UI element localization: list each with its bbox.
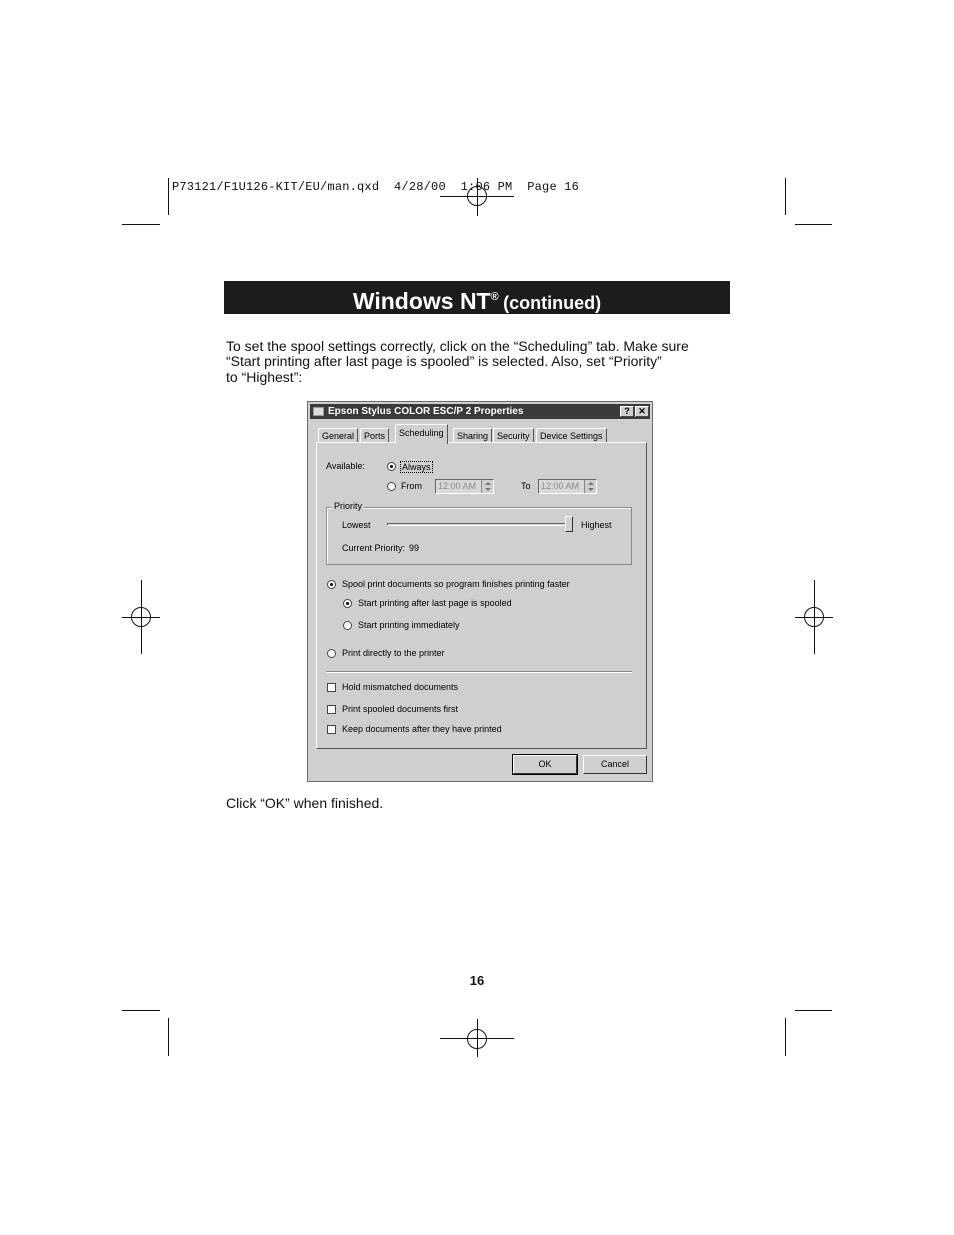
closing-instruction: Click “OK” when finished. [226, 795, 384, 811]
priority-group [326, 507, 632, 565]
lowest-label: Lowest [342, 520, 371, 530]
help-button[interactable]: ? [620, 406, 634, 417]
file-slug: P73121/F1U126-KIT/EU/man.qxd 4/28/00 1:06 PM Page 16 [172, 180, 580, 194]
tab-security[interactable]: Security [493, 428, 534, 443]
highest-label: Highest [581, 520, 612, 530]
registration-mark [814, 580, 815, 654]
cancel-button[interactable]: Cancel [583, 755, 647, 774]
dialog-titlebar[interactable] [310, 404, 650, 419]
keep-checkbox[interactable] [327, 725, 336, 734]
section-banner [224, 281, 730, 314]
immediately-radio[interactable] [343, 621, 352, 630]
from-radio[interactable] [387, 482, 396, 491]
crop-mark [795, 1010, 832, 1011]
spool-radio[interactable] [327, 580, 336, 589]
tab-scheduling[interactable]: Scheduling [395, 424, 448, 444]
direct-label[interactable]: Print directly to the printer [342, 648, 445, 658]
immediately-label[interactable]: Start printing immediately [358, 620, 460, 630]
direct-radio[interactable] [327, 649, 336, 658]
registration-mark [141, 580, 142, 654]
separator [326, 671, 632, 673]
registration-mark [477, 1019, 478, 1057]
tab-sharing[interactable]: Sharing [453, 428, 492, 443]
to-label: To [521, 481, 531, 491]
keep-label[interactable]: Keep documents after they have printed [342, 724, 502, 734]
page-number: 16 [469, 973, 485, 988]
spooled-first-label[interactable]: Print spooled documents first [342, 704, 459, 714]
tab-device-settings[interactable]: Device Settings [536, 428, 607, 443]
from-time-input[interactable] [435, 479, 494, 494]
spooled-first-checkbox[interactable] [327, 705, 336, 714]
crop-mark [122, 224, 160, 225]
banner-continued: (continued) [503, 293, 602, 313]
hold-label[interactable]: Hold mismatched documents [342, 682, 459, 692]
crop-mark [795, 224, 832, 225]
after-last-page-label[interactable]: Start printing after last page is spooled [358, 598, 512, 608]
crop-mark [122, 1010, 160, 1011]
available-label: Available: [326, 461, 365, 471]
after-last-page-radio[interactable] [343, 599, 352, 608]
registered-mark: ® [490, 291, 499, 303]
spinner-icon[interactable] [481, 480, 493, 493]
always-radio[interactable] [387, 462, 396, 471]
intro-line-3: to “Highest”: [226, 369, 303, 385]
current-priority-value: 99 [409, 543, 420, 553]
intro-line-2: “Start printing after last page is spooled” is selected. Also, set “Priority” [226, 353, 662, 369]
intro-line-1: To set the spool settings correctly, click on the “Scheduling” tab. Make sure [226, 338, 689, 354]
crop-mark [785, 178, 786, 215]
to-time-value: 12:00 AM [541, 481, 580, 491]
crop-mark [785, 1018, 786, 1056]
banner-title: Windows NT [352, 288, 491, 314]
tab-general[interactable]: General [318, 428, 358, 443]
scheduling-panel [316, 442, 647, 749]
spool-label[interactable]: Spool print documents so program finishes printing faster [342, 579, 570, 589]
crop-mark [168, 1018, 169, 1056]
hold-checkbox[interactable] [327, 683, 336, 692]
tab-ports[interactable]: Ports [360, 428, 389, 443]
to-time-input[interactable] [538, 479, 597, 494]
always-label[interactable]: Always [402, 462, 431, 472]
dialog-title: Epson Stylus COLOR ESC/P 2 Properties [328, 406, 524, 417]
ok-button[interactable]: OK [513, 755, 577, 774]
printer-icon [313, 407, 324, 416]
priority-slider-thumb[interactable] [565, 516, 573, 532]
current-priority-label: Current Priority: [342, 543, 406, 553]
crop-mark [168, 178, 169, 215]
close-button[interactable]: ✕ [635, 406, 649, 417]
priority-slider-track[interactable] [387, 523, 573, 526]
spinner-icon[interactable] [584, 480, 596, 493]
priority-group-label: Priority [334, 501, 363, 511]
from-time-value: 12:00 AM [438, 481, 477, 491]
from-label[interactable]: From [401, 481, 422, 491]
properties-dialog [307, 401, 653, 782]
